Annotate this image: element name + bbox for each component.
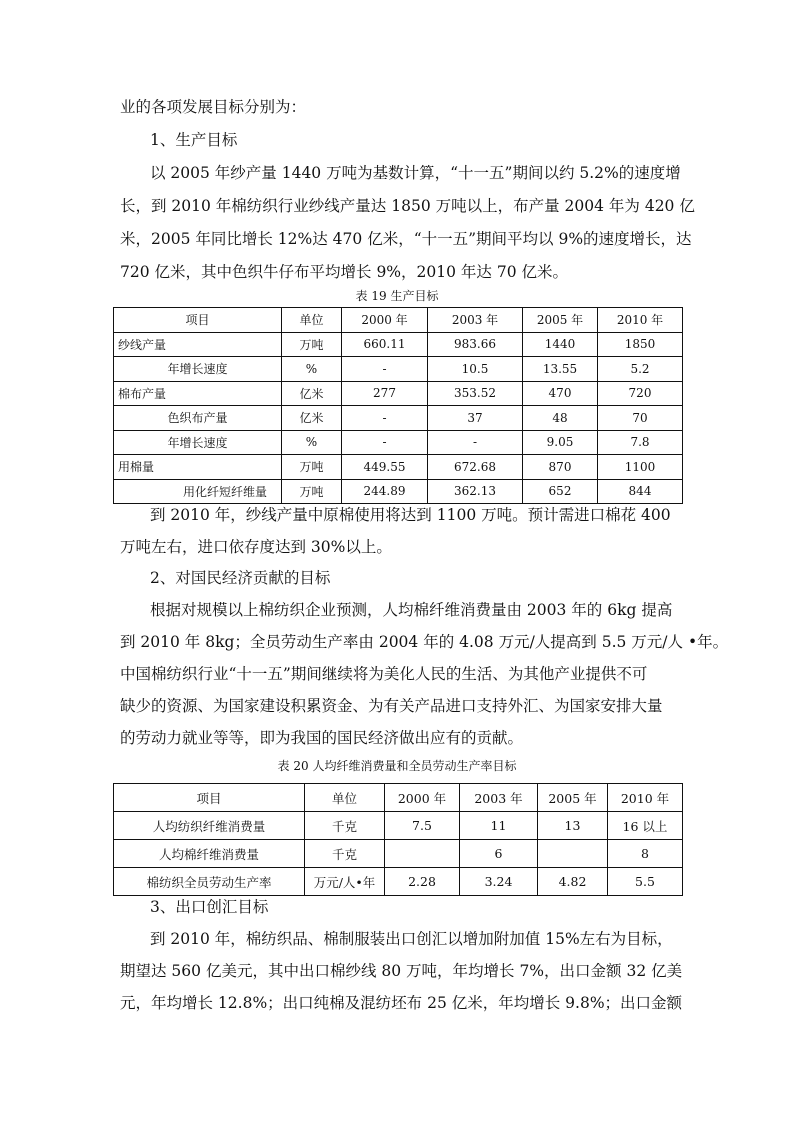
table-cell: 983.66 — [428, 332, 523, 357]
table-cell: 353.52 — [428, 381, 523, 406]
paragraph-line: 元，年均增长 12.8%；出口纯棉及混纺坯布 25 亿米，年均增长 9.8%；出口金额 — [120, 994, 683, 1012]
table-row — [114, 406, 683, 431]
table-row — [114, 479, 683, 504]
row-label: 年增长速度 — [114, 357, 282, 382]
header-cell: 2005 年 — [523, 308, 598, 333]
table-cell: 4.82 — [538, 868, 608, 896]
paragraph-line: 720 亿米，其中色织牛仔布平均增长 9%，2010 年达 70 亿米。 — [120, 263, 568, 281]
row-label: 用棉量 — [114, 455, 282, 480]
paragraph-line: 中国棉纺织行业“十一五”期间继续将为美化人民的生活、为其他产业提供不可 — [120, 665, 648, 683]
header-cell: 单位 — [282, 308, 342, 333]
paragraph-line: 到 2010 年，纱线产量中原棉使用将达到 1100 万吨。预计需进口棉花 400 — [150, 506, 671, 524]
table-cell: 470 — [523, 381, 598, 406]
row-label: 用化纤短纤维量 — [114, 479, 282, 504]
table-19 — [113, 307, 683, 504]
table-cell: 244.89 — [342, 479, 428, 504]
paragraph-line: 业的各项发展目标分别为： — [120, 98, 307, 116]
table-cell: 亿米 — [282, 406, 342, 431]
header-cell: 项目 — [114, 308, 282, 333]
table-row — [114, 812, 683, 840]
header-cell: 2003 年 — [460, 784, 538, 812]
row-label: 年增长速度 — [114, 430, 282, 455]
row-label: 棉纺织全员劳动生产率 — [114, 868, 305, 896]
table-cell: 10.5 — [428, 357, 523, 382]
table-row — [114, 430, 683, 455]
header-cell: 2000 年 — [342, 308, 428, 333]
table-cell: 449.55 — [342, 455, 428, 480]
table-cell: 亿米 — [282, 381, 342, 406]
table-cell: 万元/人•年 — [305, 868, 385, 896]
table-cell: 844 — [598, 479, 683, 504]
table-cell: 13 — [538, 812, 608, 840]
table-cell: 37 — [428, 406, 523, 431]
table-cell: 720 — [598, 381, 683, 406]
table-cell: - — [342, 406, 428, 431]
table-row — [114, 381, 683, 406]
paragraph-line: 到 2010 年，棉纺织品、棉制服装出口创汇以增加附加值 15%左右为目标， — [150, 930, 673, 948]
table-20 — [113, 783, 683, 896]
table-cell: 70 — [598, 406, 683, 431]
header-cell: 2010 年 — [598, 308, 683, 333]
table-cell: 1440 — [523, 332, 598, 357]
table-cell: % — [282, 357, 342, 382]
section-heading-export: 3、出口创汇目标 — [150, 898, 269, 916]
table-cell: - — [342, 430, 428, 455]
header-cell: 2005 年 — [538, 784, 608, 812]
header-cell: 项目 — [114, 784, 305, 812]
table-cell: 3.24 — [460, 868, 538, 896]
paragraph-line: 缺少的资源、为国家建设积累资金、为有关产品进口支持外汇、为国家安排大量 — [120, 697, 663, 715]
table-row — [114, 868, 683, 896]
table-cell: 8 — [608, 840, 683, 868]
section-heading-production: 1、生产目标 — [150, 131, 238, 149]
header-cell: 2010 年 — [608, 784, 683, 812]
table-cell: 5.2 — [598, 357, 683, 382]
paragraph-line: 以 2005 年纱产量 1440 万吨为基数计算，“十一五”期间以约 5.2%的速度增 — [150, 164, 681, 182]
paragraph-line: 期望达 560 亿美元，其中出口棉纱线 80 万吨，年均增长 7%，出口金额 32 亿美 — [120, 962, 683, 980]
table-cell: - — [342, 357, 428, 382]
table-cell: 千克 — [305, 812, 385, 840]
table-cell: 652 — [523, 479, 598, 504]
table-row — [114, 455, 683, 480]
table-row — [114, 357, 683, 382]
paragraph-line: 根据对规模以上棉纺织企业预测，人均棉纤维消费量由 2003 年的 6kg 提高 — [150, 601, 673, 619]
table-20-caption: 表 20 人均纤维消费量和全员劳动生产率目标 — [277, 759, 517, 773]
table-row — [114, 840, 683, 868]
table-cell: % — [282, 430, 342, 455]
table-cell: 362.13 — [428, 479, 523, 504]
row-label: 人均棉纤维消费量 — [114, 840, 305, 868]
table-cell — [385, 840, 460, 868]
table-cell: 7.8 — [598, 430, 683, 455]
table-cell: - — [428, 430, 523, 455]
table-cell: 660.11 — [342, 332, 428, 357]
table-cell: 万吨 — [282, 455, 342, 480]
table-cell: 千克 — [305, 840, 385, 868]
paragraph-line: 万吨左右，进口依存度达到 30%以上。 — [120, 538, 392, 556]
table-cell: 万吨 — [282, 479, 342, 504]
table-row — [114, 332, 683, 357]
table-cell: 6 — [460, 840, 538, 868]
table-cell — [538, 840, 608, 868]
table-cell: 16 以上 — [608, 812, 683, 840]
table-header-row — [114, 784, 683, 812]
row-label: 人均纺织纤维消费量 — [114, 812, 305, 840]
table-19-caption: 表 19 生产目标 — [355, 289, 439, 303]
header-cell: 2000 年 — [385, 784, 460, 812]
table-cell: 9.05 — [523, 430, 598, 455]
table-cell: 672.68 — [428, 455, 523, 480]
table-cell: 万吨 — [282, 332, 342, 357]
row-label: 纱线产量 — [114, 332, 282, 357]
table-cell: 277 — [342, 381, 428, 406]
row-label: 棉布产量 — [114, 381, 282, 406]
table-cell: 5.5 — [608, 868, 683, 896]
paragraph-line: 的劳动力就业等等，即为我国的国民经济做出应有的贡献。 — [120, 729, 524, 747]
row-label: 色织布产量 — [114, 406, 282, 431]
table-cell: 1850 — [598, 332, 683, 357]
table-cell: 1100 — [598, 455, 683, 480]
table-cell: 7.5 — [385, 812, 460, 840]
table-cell: 870 — [523, 455, 598, 480]
paragraph-line: 长，到 2010 年棉纺织行业纱线产量达 1850 万吨以上，布产量 2004 年为 420 亿 — [120, 197, 695, 215]
header-cell: 单位 — [305, 784, 385, 812]
paragraph-line: 米，2005 年同比增长 12%达 470 亿米，“十一五”期间平均以 9%的速度增长，达 — [120, 230, 692, 248]
table-header-row — [114, 308, 683, 333]
paragraph-line: 到 2010 年 8kg；全员劳动生产率由 2004 年的 4.08 万元/人提高到 5.5 万元/人 •年。 — [120, 633, 729, 651]
header-cell: 2003 年 — [428, 308, 523, 333]
section-heading-economy: 2、对国民经济贡献的目标 — [150, 569, 331, 587]
table-cell: 11 — [460, 812, 538, 840]
table-cell: 13.55 — [523, 357, 598, 382]
table-cell: 48 — [523, 406, 598, 431]
table-cell: 2.28 — [385, 868, 460, 896]
